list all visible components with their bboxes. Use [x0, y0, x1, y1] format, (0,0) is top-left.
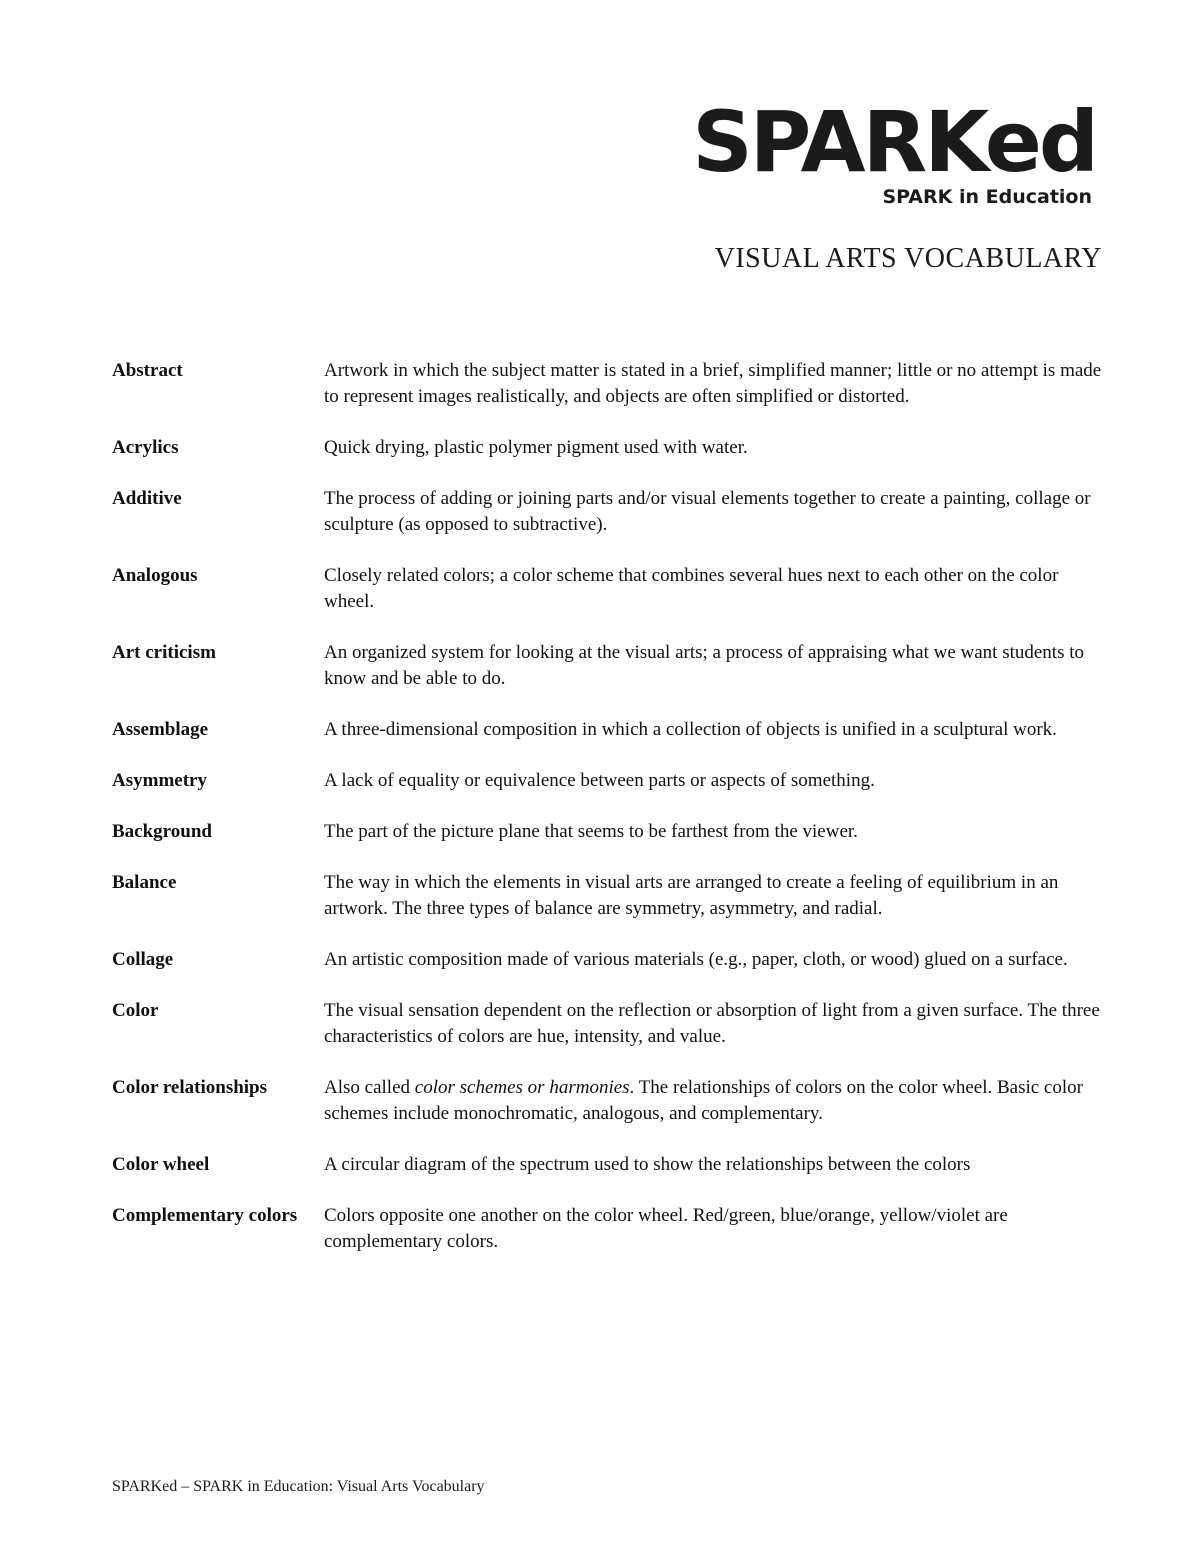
vocabulary-entry — [112, 563, 1104, 615]
vocabulary-definition: A lack of equality or equivalence between parts or aspects of something. — [324, 770, 875, 791]
vocabulary-definition: Colors opposite one another on the color wheel. Red/green, blue/orange, yellow/violet are complementary colors. — [324, 1205, 1008, 1252]
vocabulary-term: Complementary colors — [112, 1205, 298, 1226]
vocabulary-definition: A circular diagram of the spectrum used to show the relationships between the colors — [324, 1154, 971, 1175]
vocabulary-entry — [112, 1152, 1104, 1178]
vocabulary-definition: Quick drying, plastic polymer pigment used with water. — [324, 437, 748, 458]
vocabulary-term: Color — [112, 1000, 159, 1021]
vocabulary-term: Art criticism — [112, 642, 216, 663]
vocabulary-term: Color relationships — [112, 1077, 268, 1098]
vocabulary-entry — [112, 870, 1104, 922]
definition-text: Also called — [324, 1077, 415, 1098]
vocabulary-term: Assemblage — [112, 719, 209, 740]
vocabulary-definition: An organized system for looking at the visual arts; a process of appraising what we want students to know and be able to do. — [324, 642, 1085, 689]
vocabulary-definition: The process of adding or joining parts and/or visual elements together to create a painting, collage or sculpture (as opposed to subtractive). — [324, 488, 1091, 535]
vocabulary-term: Asymmetry — [112, 770, 207, 791]
vocabulary-entry — [112, 1203, 1104, 1255]
vocabulary-entry — [112, 947, 1104, 973]
vocabulary-entry — [112, 358, 1104, 410]
vocabulary-term: Background — [112, 821, 212, 842]
vocabulary-entry — [112, 1075, 1104, 1127]
vocabulary-term: Balance — [112, 872, 177, 893]
vocabulary-term: Abstract — [112, 360, 183, 381]
vocabulary-term: Acrylics — [112, 437, 179, 458]
sparked-logo — [692, 93, 1096, 208]
vocabulary-list — [112, 358, 1104, 1280]
vocabulary-definition: Closely related colors; a color scheme that combines several hues next to each other on the color wheel. — [324, 565, 1059, 612]
vocabulary-definition: An artistic composition made of various materials (e.g., paper, cloth, or wood) glued on a surface. — [324, 949, 1068, 970]
vocabulary-definition: Artwork in which the subject matter is stated in a brief, simplified manner; little or no attempt is made to represent images realistically, and objects are often simplified or distorted. — [324, 360, 1102, 407]
logo-subtitle: SPARK in Education — [882, 186, 1092, 208]
vocabulary-entry — [112, 640, 1104, 692]
definition-text: . The relationships of colors on the color wheel. Basic color schemes include monochromatic, analogous, and complementary. — [324, 1077, 1083, 1124]
vocabulary-entry — [112, 717, 1104, 743]
definition-emphasis: color schemes or harmonies — [414, 1077, 630, 1098]
vocabulary-definition — [324, 1075, 1104, 1127]
vocabulary-entry — [112, 486, 1104, 538]
vocabulary-entry — [112, 998, 1104, 1050]
page-footer: SPARKed – SPARK in Education: Visual Arts Vocabulary — [112, 1478, 485, 1495]
vocabulary-entry — [112, 435, 1104, 461]
logo-title: SPARKed — [692, 93, 1096, 191]
vocabulary-definition: The part of the picture plane that seems to be farthest from the viewer. — [324, 821, 858, 842]
vocabulary-term: Additive — [112, 488, 182, 509]
vocabulary-entry — [112, 768, 1104, 794]
vocabulary-term: Analogous — [112, 565, 198, 586]
vocabulary-entry — [112, 819, 1104, 845]
document-title: VISUAL ARTS VOCABULARY — [714, 243, 1102, 274]
vocabulary-definition: The way in which the elements in visual arts are arranged to create a feeling of equilibrium in an artwork. The three types of balance are symmetry, asymmetry, and radial. — [324, 872, 1059, 919]
vocabulary-definition: A three-dimensional composition in which a collection of objects is unified in a sculptural work. — [324, 719, 1057, 740]
vocabulary-term: Color wheel — [112, 1154, 210, 1175]
vocabulary-term: Collage — [112, 949, 174, 970]
vocabulary-definition: The visual sensation dependent on the reflection or absorption of light from a given surface. The three characteristics of colors are hue, intensity, and value. — [324, 1000, 1100, 1047]
